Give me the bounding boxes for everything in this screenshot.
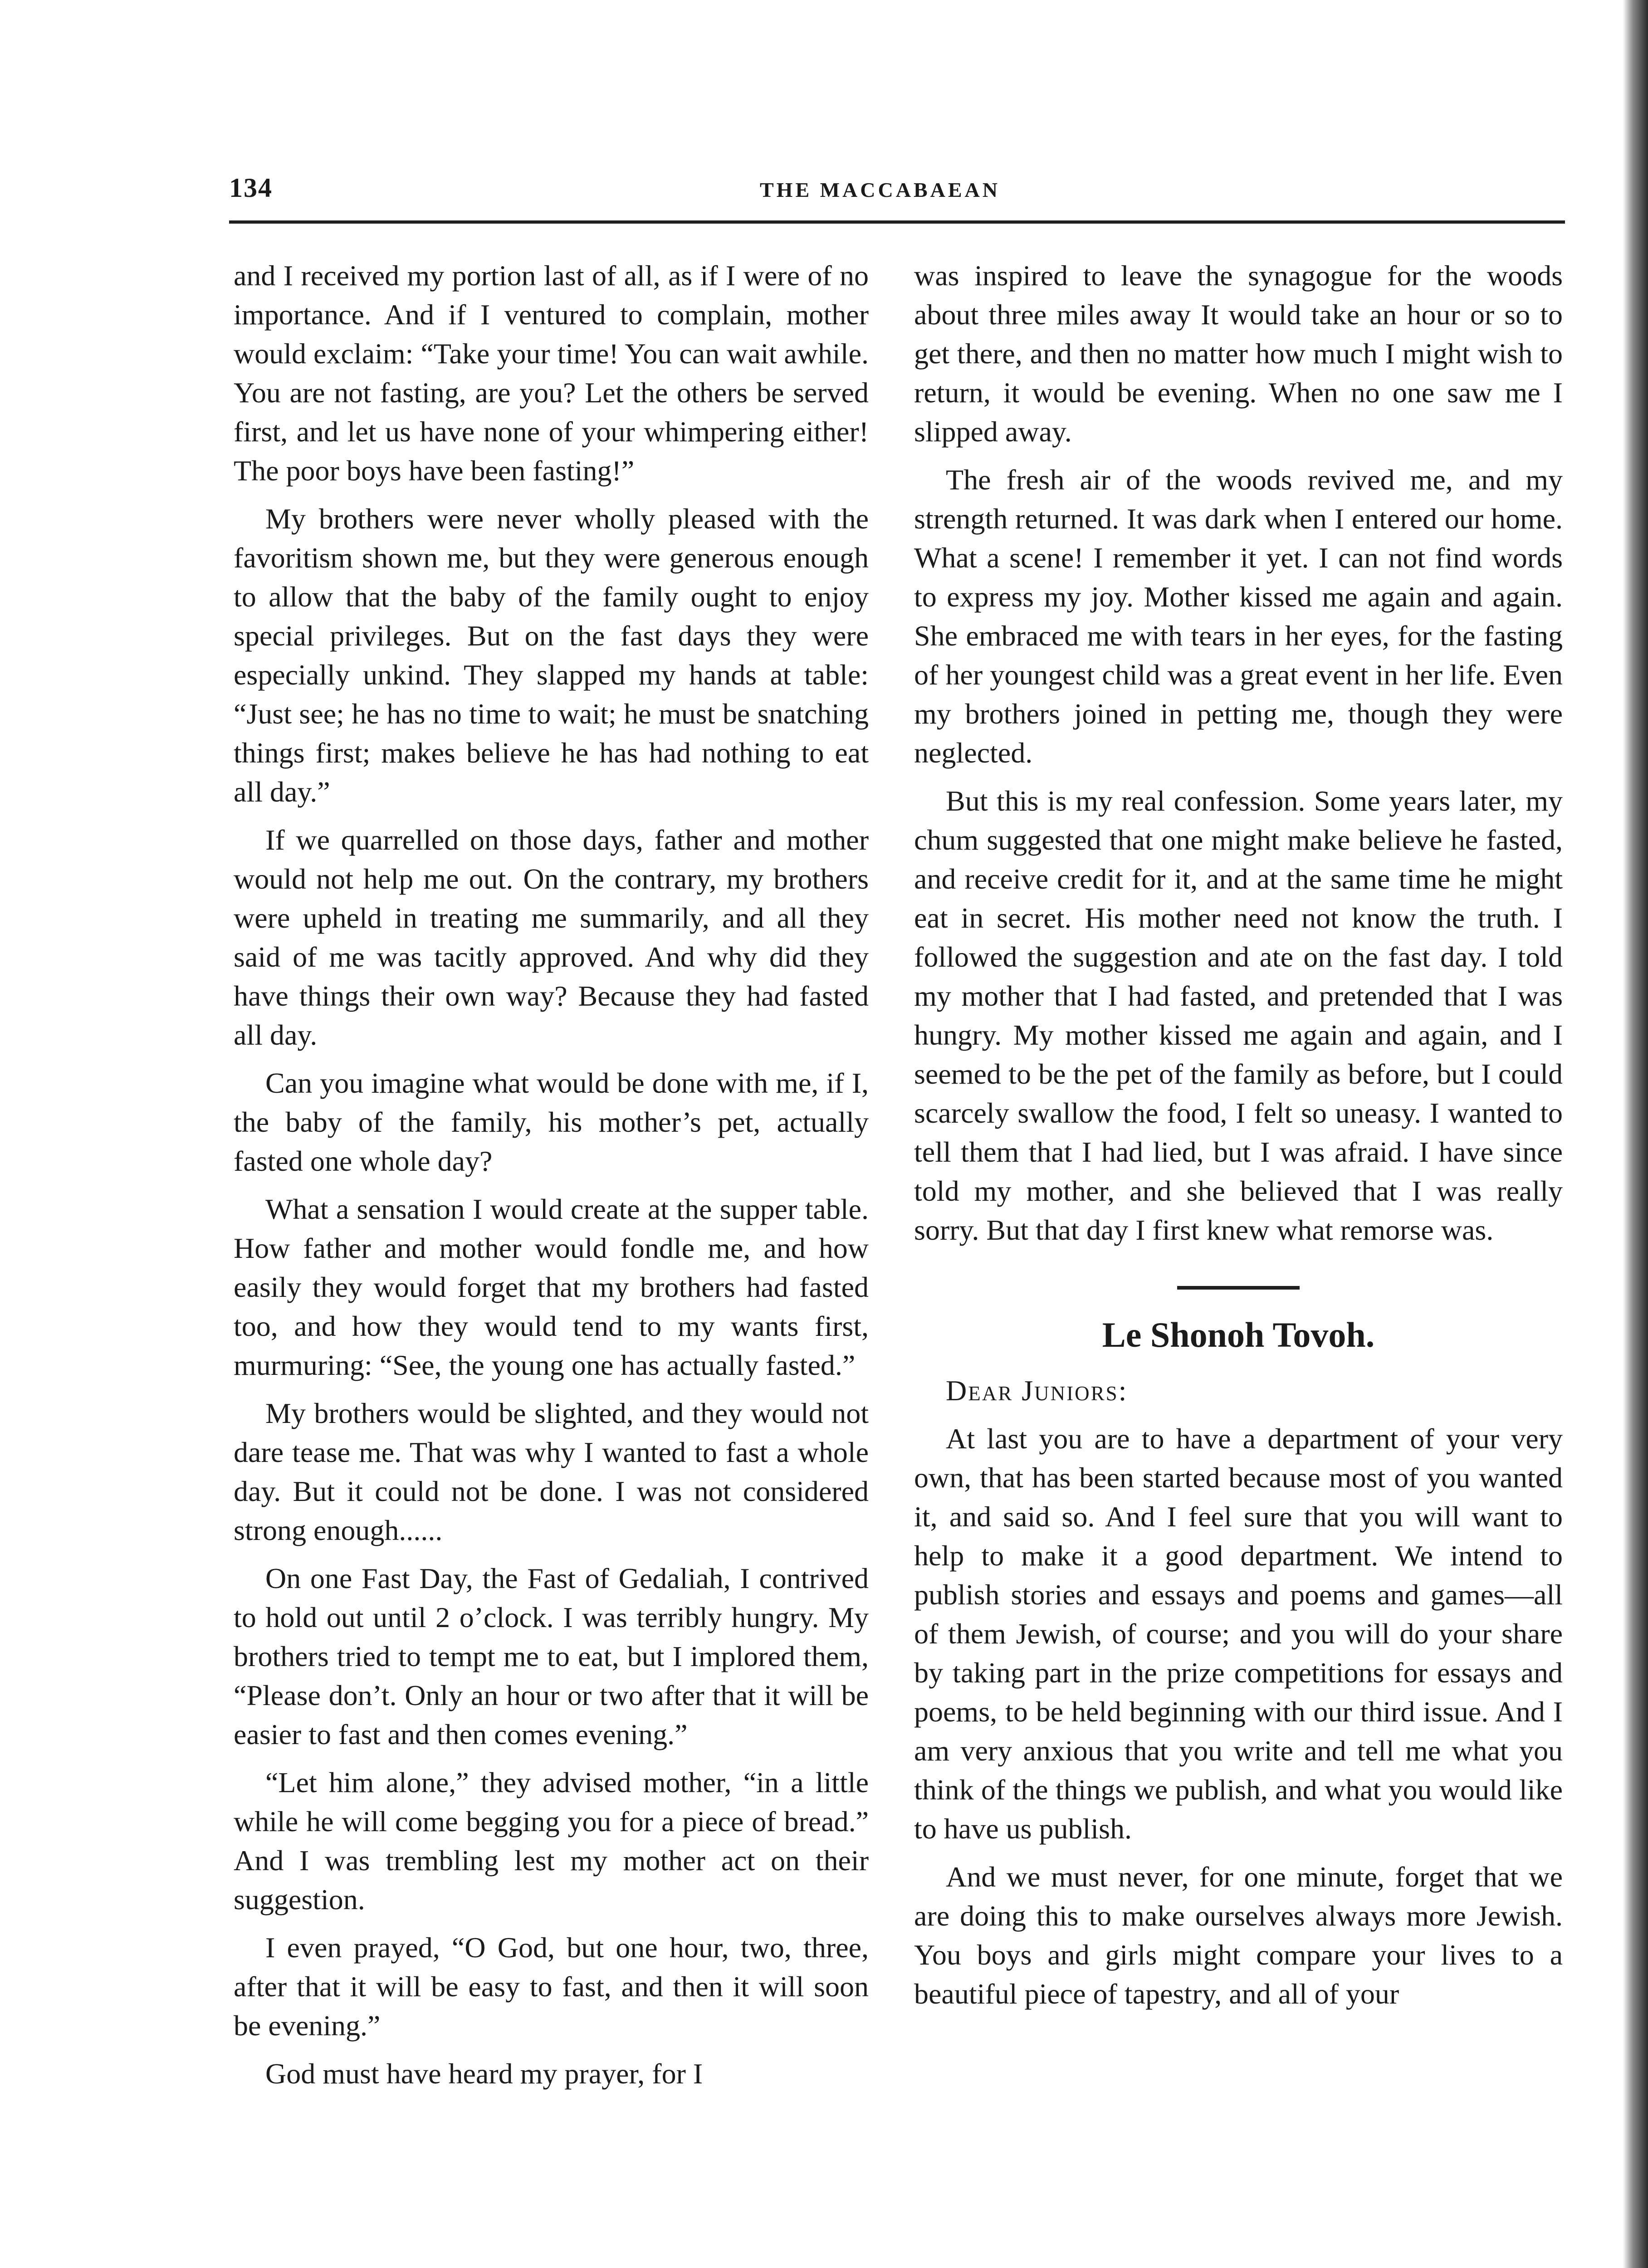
paragraph: Can you imagine what would be done with me, if I, the baby of the family, his mother’s pet, actually fasted one whole day? [234,1067,869,1177]
left-column [234,256,869,2102]
paragraph: But this is my real confession. Some years later, my chum suggested that one might make believe he fasted, and receive credit for it, and at the same time he might eat in secret. His mother need not know the truth. I followed the suggestion and ate on the fast day. I told my mother that I had fasted, and pretended that I was hungry. My mother kissed me again and again, and I seemed to be the pet of the family as before, but I could scarcely swallow the food, I felt so uneasy. I wanted to tell them that I had lied, but I was afraid. I have since told my mother, and she believed that I was really sorry. But that day I first knew what remorse was. [914,785,1563,1246]
paragraph: And we must never, for one minute, forget that we are doing this to make ourselves always more Jewish. You boys and girls might compare your lives to a beautiful piece of tapestry, and all of your [914,1861,1563,2010]
paragraph: What a sensation I would create at the supper table. How father and mother would fondle me, and how easily they would forget that my brothers had fasted too, and how they would tend to my wants first, murmuring: “See, the young one has actually fasted.” [234,1193,869,1381]
salutation: Dear Juniors: [946,1374,1128,1407]
paragraph: and I received my portion last of all, as if I were of no importance. And if I ventured to complain, mother would exclaim: “Take your time! You can wait awhile. You are not fasting, are you? Let the others be served first, and let us have none of your whimpering either! The poor boys have been fasting!” [234,259,869,487]
section-divider [1177,1286,1300,1290]
running-title: THE MACCABAEAN [760,178,1000,201]
section-title: Le Shonoh Tovoh. [1102,1315,1375,1354]
paragraph: God must have heard my prayer, for I [265,2058,703,2090]
paragraph: My brothers were never wholly pleased with the favoritism shown me, but they were generous enough to allow that the baby of the family ought to enjoy special privileges. But on the fast days they were especially unkind. They slapped my hands at table: “Just see; he has no time to wait; he must be snatching things first; makes believe he has had nothing to eat all day.” [234,503,869,808]
paragraph: If we quarrelled on those days, father and mother would not help me out. On the contrary, my brothers were upheld in treating me summarily, and all they said of me was tacitly approved. And why did they have things their own way? Because they had fasted all day. [234,824,869,1051]
paragraph: “Let him alone,” they advised mother, “in a little while he will come begging you for a piece of bread.” And I was trembling lest my mother act on their suggestion. [234,1766,869,1916]
paragraph: At last you are to have a department of your very own, that has been started because most of you wanted it, and said so. And I feel sure that you will want to help to make it a good department. We intend to publish stories and essays and poems and games—all of them Jewish, of course; and you will do your share by taking part in the prize competitions for essays and poems, to be held beginning with our third issue. And I am very anxious that you write and tell me what you think of the things we publish, and what you would like to have us publish. [914,1422,1563,1845]
page-binding-edge [1623,0,1648,2268]
paragraph: The fresh air of the woods revived me, and my strength returned. It was dark when I entered our home. What a scene! I remember it yet. I can not find words to express my joy. Mother kissed me again and again. She embraced me with tears in her eyes, for the fasting of her youngest child was a great event in her life. Even my brothers joined in petting me, though they were neglected. [914,464,1563,769]
paragraph: I even prayed, “O God, but one hour, two, three, after that it will be easy to fast, and then it will soon be evening.” [234,1931,869,2042]
page-header [229,168,1565,222]
paragraph: My brothers would be slighted, and they would not dare tease me. That was why I wanted to fast a whole day. But it could not be done. I was not considered strong enough...... [234,1397,869,1546]
paragraph: was inspired to leave the synagogue for the woods about three miles away It would take an hour or so to get there, and then no matter how much I might wish to return, it would be evening. When no one saw me I slipped away. [914,259,1563,448]
paragraph: On one Fast Day, the Fast of Gedaliah, I contrived to hold out until 2 o’clock. I was terribly hungry. My brothers tried to tempt me to eat, but I implored them, “Please don’t. Only an hour or two after that it will be easier to fast and then comes evening.” [234,1562,869,1750]
right-column [914,256,1563,2023]
header-rule [229,220,1565,224]
page-number: 134 [229,173,273,203]
